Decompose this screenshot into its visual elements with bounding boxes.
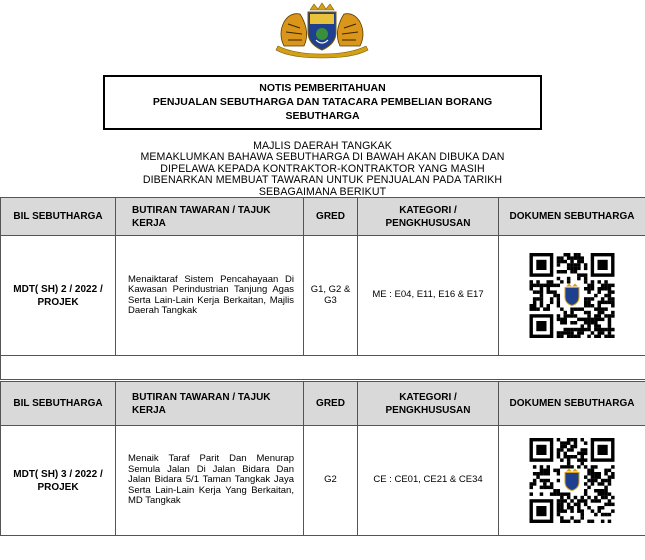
qr-code-icon[interactable] xyxy=(516,438,628,523)
tender-category: CE : CE01, CE21 & CE34 xyxy=(358,426,499,536)
notice-subtitle-cont: SEBUTHARGA xyxy=(285,110,360,122)
tender-description: Menaik Taraf Parit Dan Menurap Semula Jalan Di Jalan Bidara Dan Jalan Bidara 5/1 Taman Tangkak Jaya Serta Lain-Lain Kerja Yang Berkaitan, MD Tangkak xyxy=(116,426,304,536)
table-row xyxy=(1,426,645,536)
col-header-bil: BIL SEBUTHARGA xyxy=(1,198,116,236)
intro-paragraph xyxy=(60,141,585,198)
table-header-row xyxy=(1,198,645,236)
tender-category: ME : E04, E11, E16 & E17 xyxy=(358,236,499,356)
intro-line: MAJLIS DAERAH TANGKAK xyxy=(253,140,392,152)
table-header-row xyxy=(1,382,645,426)
table-spacer xyxy=(1,356,645,380)
tender-number: MDT( SH) 3 / 2022 / PROJEK xyxy=(1,426,116,536)
table-row xyxy=(1,236,645,356)
notice-title: NOTIS PEMBERITAHUAN xyxy=(259,82,386,94)
qr-code-icon[interactable] xyxy=(516,253,628,338)
tender-document-cell[interactable] xyxy=(499,426,645,536)
col-header-kategori: KATEGORI / PENGKHUSUSAN xyxy=(358,198,499,236)
col-header-gred: GRED xyxy=(304,382,358,426)
notice-subtitle: PENJUALAN SEBUTHARGA DAN TATACARA PEMBELIAN BORANG xyxy=(152,96,493,108)
notice-title-box xyxy=(103,75,542,130)
col-header-dokumen: DOKUMEN SEBUTHARGA xyxy=(499,198,645,236)
tender-table-2 xyxy=(0,381,645,536)
council-crest-logo xyxy=(270,2,374,60)
col-header-kategori: KATEGORI / PENGKHUSUSAN xyxy=(358,382,499,426)
tender-grade: G1, G2 & G3 xyxy=(304,236,358,356)
intro-line: DIBENARKAN MEMBUAT TAWARAN UNTUK PENJUALAN PADA TARIKH xyxy=(142,174,503,187)
col-header-bil: BIL SEBUTHARGA xyxy=(1,382,116,426)
tender-table-1 xyxy=(0,197,645,380)
tender-description: Menaiktaraf Sistem Pencahayaan Di Kawasan Perindustrian Tanjung Agas Serta Lain-Lain Kerja Berkaitan, Majlis Daerah Tangkak xyxy=(116,236,304,356)
intro-line: DIPELAWA KEPADA KONTRAKTOR-KONTRAKTOR YANG MASIH xyxy=(160,162,485,175)
intro-line: MEMAKLUMKAN BAHAWA SEBUTHARGA DI BAWAH AKAN DIBUKA DAN xyxy=(140,151,505,164)
col-header-butiran: BUTIRAN TAWARAN / TAJUK KERJA xyxy=(116,382,304,426)
intro-line: SEBAGAIMANA BERIKUT xyxy=(258,185,387,198)
col-header-dokumen: DOKUMEN SEBUTHARGA xyxy=(499,382,645,426)
tender-document-cell[interactable] xyxy=(499,236,645,356)
col-header-gred: GRED xyxy=(304,198,358,236)
col-header-butiran: BUTIRAN TAWARAN / TAJUK KERJA xyxy=(116,198,304,236)
tender-number: MDT( SH) 2 / 2022 / PROJEK xyxy=(1,236,116,356)
tender-grade: G2 xyxy=(304,426,358,536)
